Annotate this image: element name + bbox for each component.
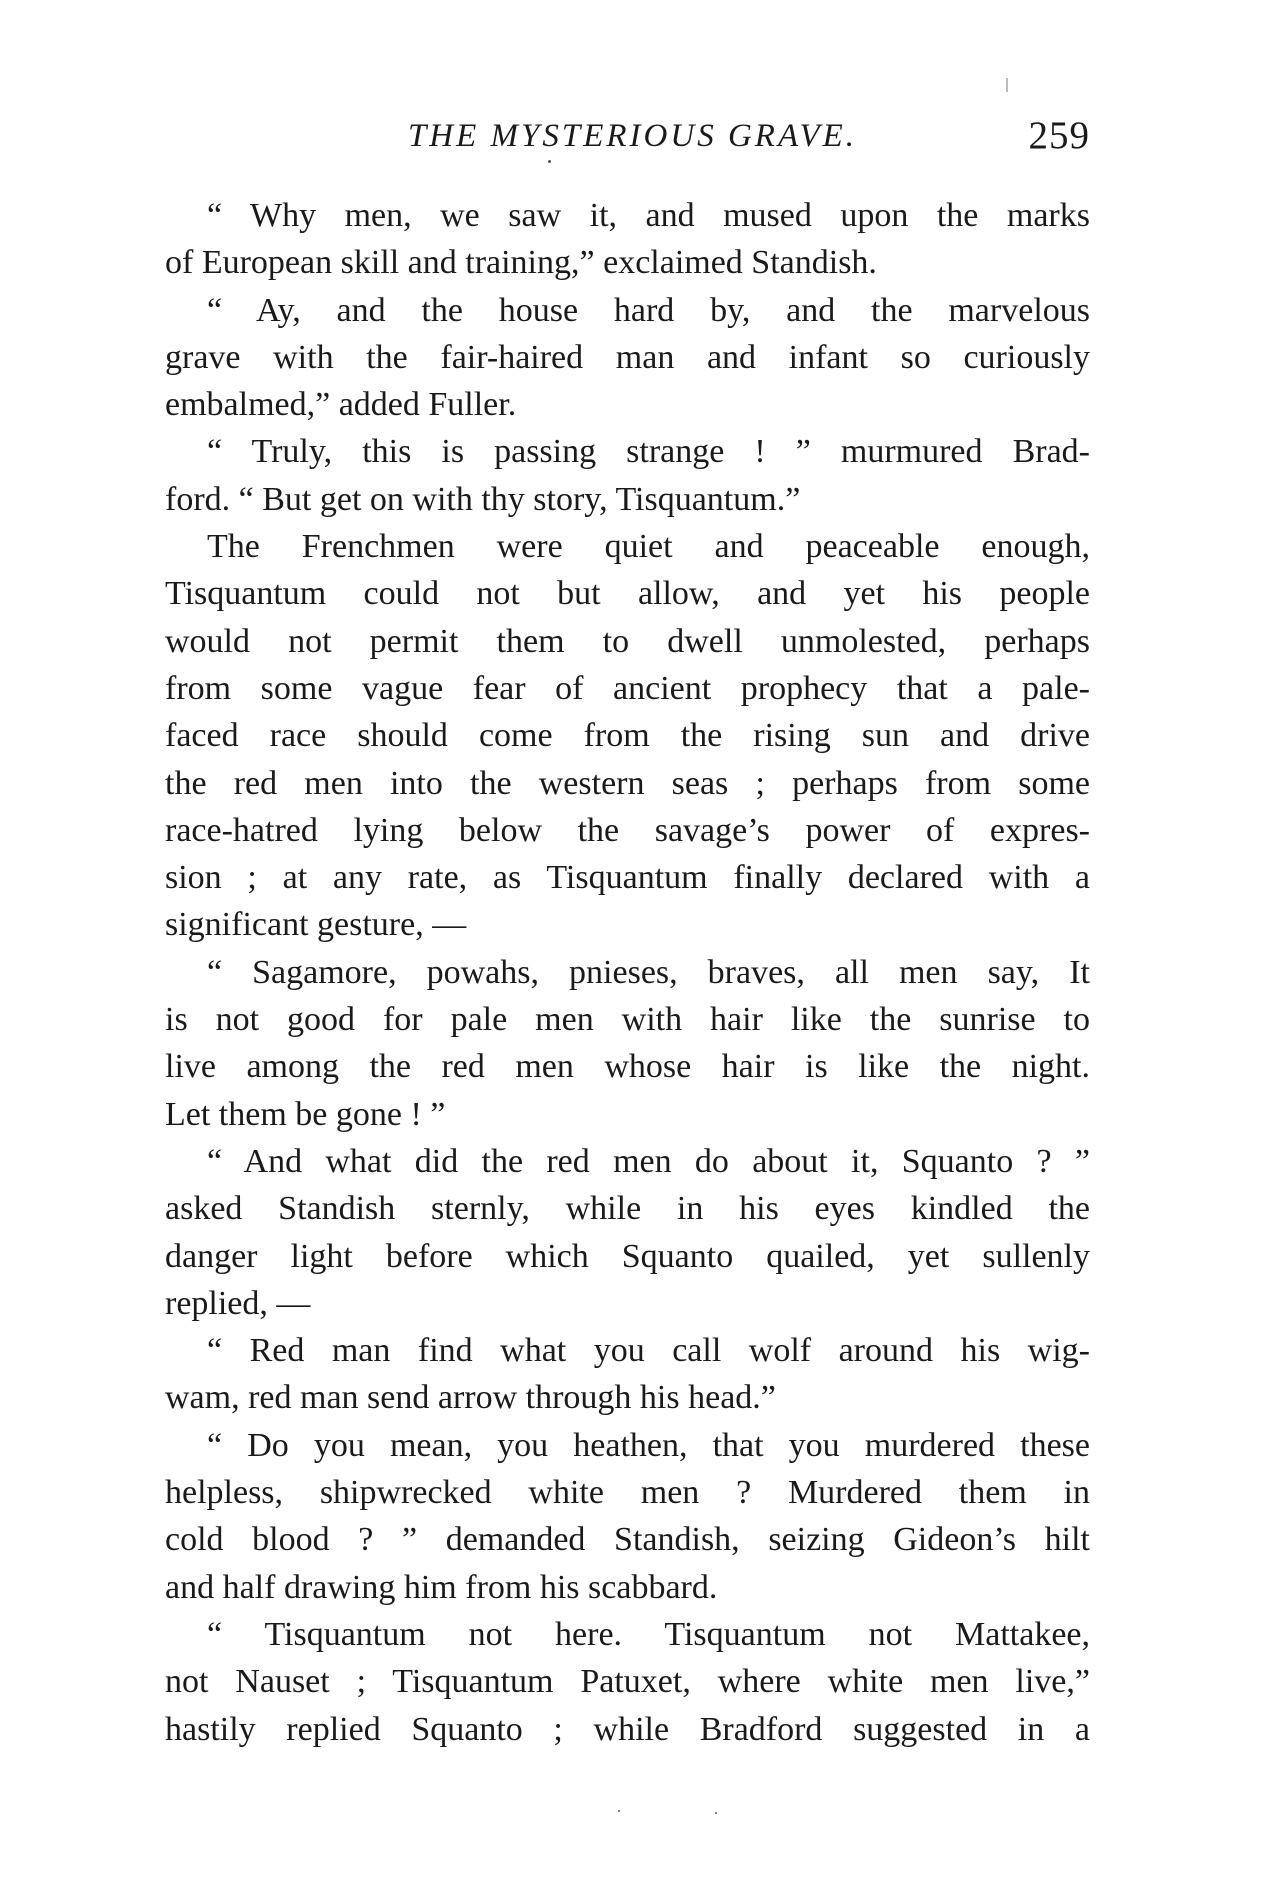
text-line: grave with the fair-haired man and infant so curiously bbox=[165, 338, 1090, 376]
text-line: Tisquantum could not but allow, and yet his people bbox=[165, 575, 1090, 613]
text-line: hastily replied Squanto ; while Bradford suggested in a bbox=[165, 1710, 1090, 1748]
text-line: and half drawing him from his scabbard. bbox=[165, 1568, 718, 1606]
text-line: embalmed,” added Fuller. bbox=[165, 386, 517, 424]
print-speck bbox=[618, 1810, 620, 1812]
text-line: helpless, shipwrecked white men ? Murdered them in bbox=[165, 1474, 1090, 1512]
print-speck bbox=[715, 1812, 717, 1814]
text-line: “ Tisquantum not here. Tisquantum not Mattakee, bbox=[207, 1615, 1090, 1653]
running-title: THE MYSTERIOUS GRAVE. bbox=[407, 118, 858, 154]
text-line: ford. “ But get on with thy story, Tisquantum.” bbox=[165, 480, 801, 518]
print-speck bbox=[548, 160, 551, 163]
text-line: would not permit them to dwell unmolested, perhaps bbox=[165, 622, 1090, 660]
text-line: from some vague fear of ancient prophecy that a pale- bbox=[165, 669, 1090, 707]
text-line: “ Ay, and the house hard by, and the marvelous bbox=[207, 291, 1090, 329]
text-line: replied, — bbox=[165, 1284, 311, 1322]
text-line: of European skill and training,” exclaimed Standish. bbox=[165, 244, 877, 282]
text-line: Let them be gone ! ” bbox=[165, 1095, 446, 1133]
text-line: The Frenchmen were quiet and peaceable enough, bbox=[207, 528, 1090, 566]
page-number: 259 bbox=[1028, 114, 1090, 157]
text-line: “ Sagamore, powahs, pnieses, braves, all men say, It bbox=[207, 953, 1090, 991]
text-line: wam, red man send arrow through his head.” bbox=[165, 1379, 776, 1417]
text-line: live among the red men whose hair is like the night. bbox=[165, 1048, 1090, 1086]
text-line: sion ; at any rate, as Tisquantum finally declared with a bbox=[165, 859, 1090, 897]
text-line: faced race should come from the rising sun and drive bbox=[165, 717, 1090, 755]
print-speck bbox=[1006, 78, 1008, 92]
text-line: race-hatred lying below the savage’s power of expres- bbox=[165, 811, 1090, 849]
text-line: “ Why men, we saw it, and mused upon the marks bbox=[207, 197, 1090, 234]
text-line: danger light before which Squanto quailed, yet sullenly bbox=[165, 1237, 1090, 1275]
text-line: “ And what did the red men do about it, Squanto ? ” bbox=[207, 1142, 1090, 1180]
text-line: cold blood ? ” demanded Standish, seizing Gideon’s hilt bbox=[165, 1521, 1090, 1559]
text-line: “ Truly, this is passing strange ! ” murmured Brad- bbox=[207, 433, 1090, 471]
text-line: is not good for pale men with hair like the sunrise to bbox=[165, 1001, 1090, 1039]
body-text bbox=[165, 192, 1090, 1753]
text-line: not Nauset ; Tisquantum Patuxet, where white men live,” bbox=[165, 1663, 1090, 1701]
text-line: “ Red man find what you call wolf around his wig- bbox=[207, 1332, 1090, 1370]
text-line: “ Do you mean, you heathen, that you murdered these bbox=[207, 1426, 1090, 1464]
running-head bbox=[165, 112, 1090, 160]
text-line: significant gesture, — bbox=[165, 906, 467, 944]
text-line: asked Standish sternly, while in his eyes kindled the bbox=[165, 1190, 1090, 1228]
text-line: the red men into the western seas ; perhaps from some bbox=[165, 764, 1090, 802]
